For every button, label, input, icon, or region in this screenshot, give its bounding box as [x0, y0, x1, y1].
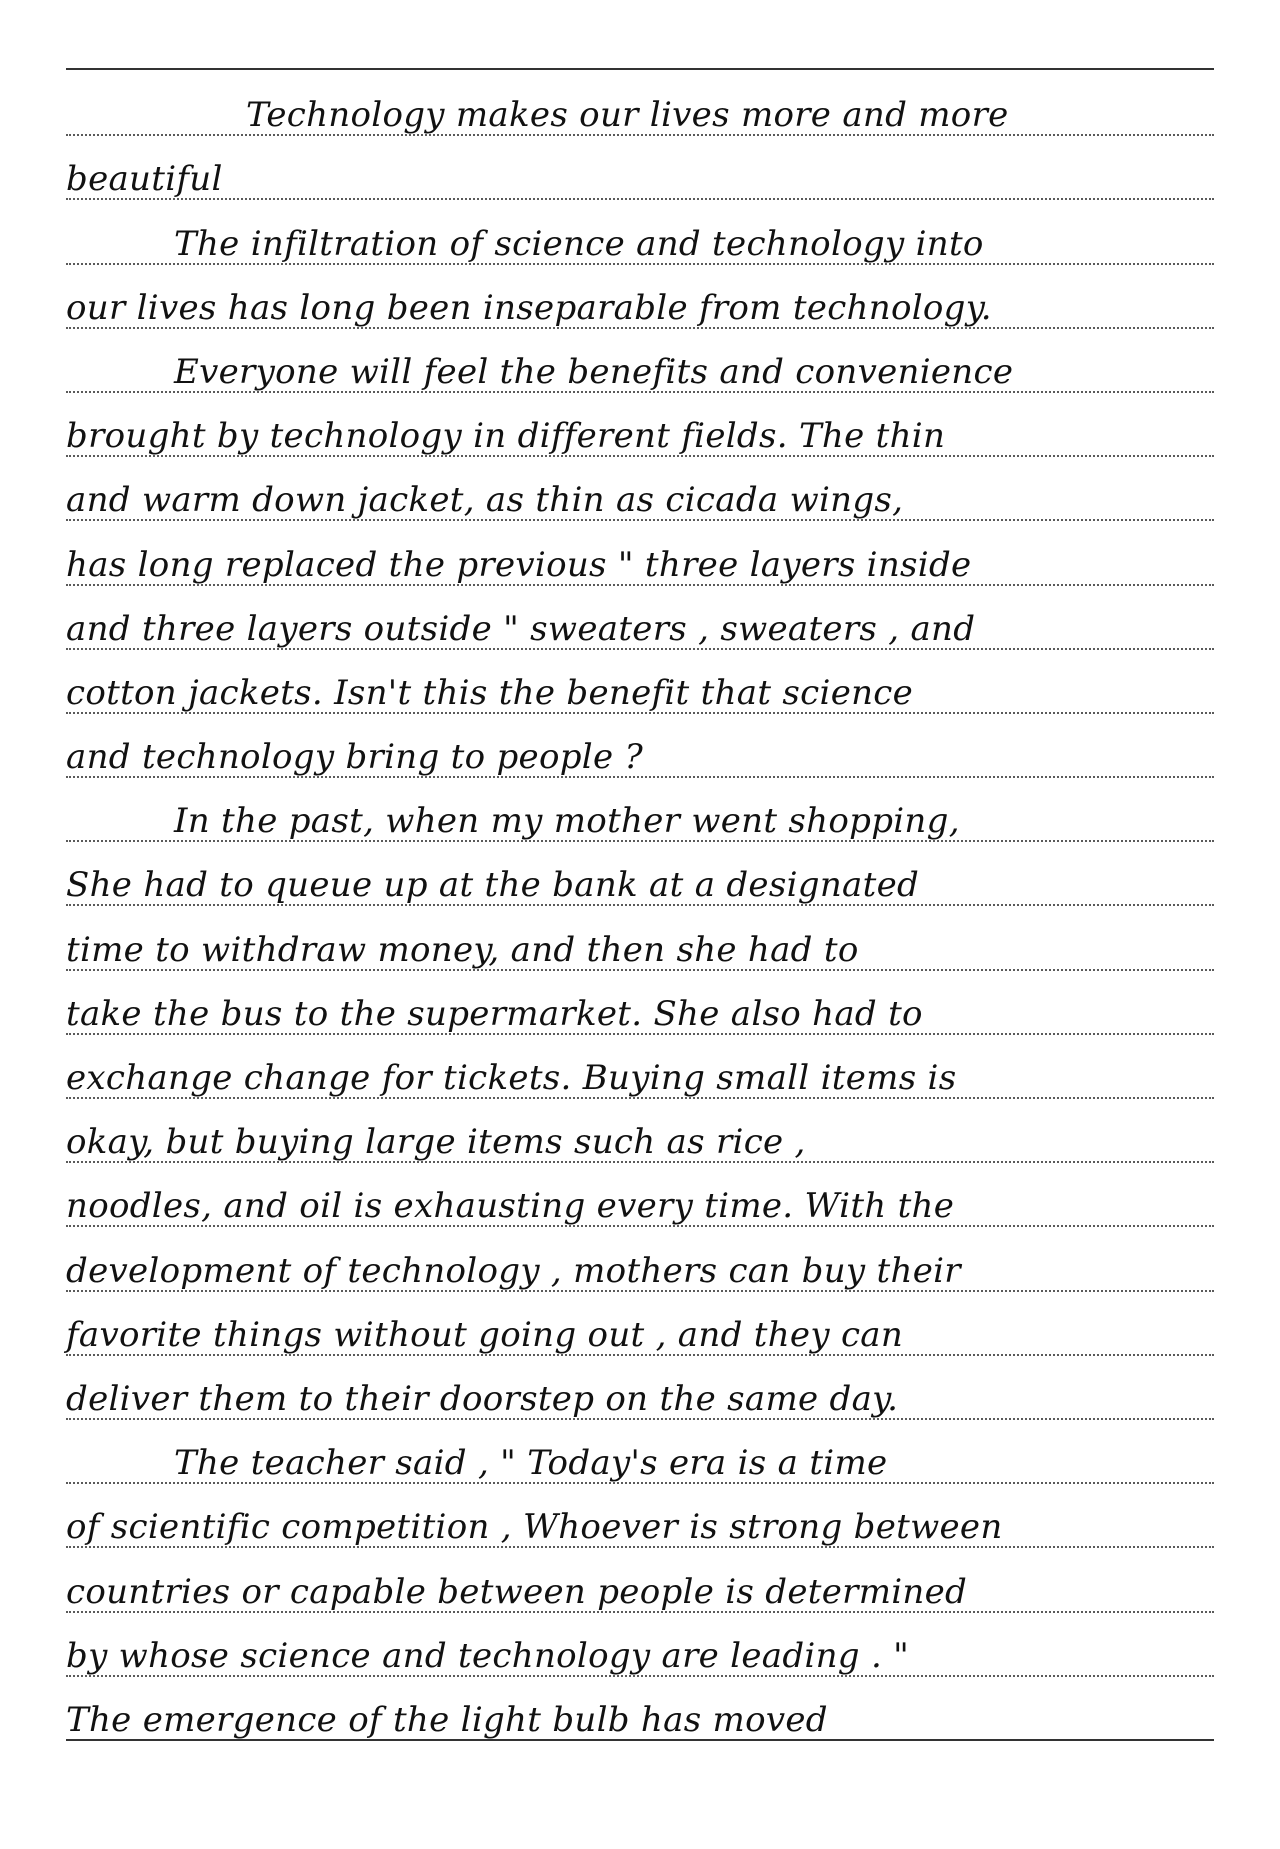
essay-line-text: development of technology , mothers can buy their: [66, 1250, 961, 1291]
essay-line: [66, 650, 1214, 714]
essay-line: [66, 1677, 1214, 1741]
essay-line: [66, 1163, 1214, 1227]
essay-line: [66, 265, 1214, 329]
essay-line-text: countries or capable between people is determined: [66, 1571, 968, 1612]
essay-line: [66, 200, 1214, 264]
essay-line-text: beautiful: [66, 159, 223, 200]
essay-line-text: cotton jackets. Isn't this the benefit that science: [66, 672, 914, 713]
essay-line: [66, 586, 1214, 650]
essay-line: [66, 1227, 1214, 1291]
essay-line-text: and technology bring to people ?: [66, 737, 644, 778]
essay-line-text: Technology makes our lives more and more: [246, 95, 1009, 136]
essay-line-text: Everyone will feel the benefits and convenience: [174, 351, 1014, 392]
top-rule: [66, 68, 1214, 70]
essay-line: [66, 1356, 1214, 1420]
essay-line-text: of scientific competition , Whoever is strong between: [66, 1507, 1003, 1548]
essay-line: [66, 136, 1214, 200]
essay-line: [66, 457, 1214, 521]
essay-line-text: and three layers outside " sweaters , sweaters , and: [66, 608, 976, 649]
essay-line-text: The infiltration of science and technology into: [174, 223, 984, 264]
essay-line: [66, 393, 1214, 457]
essay-line-text: The emergence of the light bulb has moved: [66, 1699, 828, 1740]
essay-line-text: In the past, when my mother went shopping,: [174, 801, 960, 842]
essay-line-text: by whose science and technology are leading . ": [66, 1635, 910, 1676]
essay-line: [66, 714, 1214, 778]
essay-line-text: okay, but buying large items such as rice ,: [66, 1122, 806, 1163]
essay-line: [66, 1484, 1214, 1548]
essay-line: [66, 1613, 1214, 1677]
essay-line-text: favorite things without going out , and they can: [66, 1314, 904, 1355]
essay-line: [66, 521, 1214, 585]
essay-line: [66, 842, 1214, 906]
essay-line: [66, 906, 1214, 970]
essay-line-text: exchange change for tickets. Buying small items is: [66, 1058, 957, 1098]
essay-line-text: deliver them to their doorstep on the same day.: [66, 1378, 899, 1419]
essay-line: [66, 1292, 1214, 1356]
essay-line: [66, 1420, 1214, 1484]
essay-line: [66, 329, 1214, 393]
essay-line-text: has long replaced the previous " three layers inside: [66, 544, 972, 585]
essay-line: [66, 1035, 1214, 1099]
essay-line-text: our lives has long been inseparable from technology.: [66, 287, 992, 328]
essay-line: [66, 1099, 1214, 1163]
essay-line-text: and warm down jacket, as thin as cicada wings,: [66, 480, 904, 521]
essay-line-text: The teacher said , " Today's era is a time: [174, 1443, 888, 1484]
essay-line: [66, 1548, 1214, 1612]
essay-line-text: take the bus to the supermarket. She also had to: [66, 993, 923, 1034]
essay-line-text: She had to queue up at the bank at a designated: [66, 865, 920, 906]
essay-line: [66, 72, 1214, 136]
handwritten-essay: [66, 72, 1214, 1741]
essay-line-text: brought by technology in different fields. The thin: [66, 416, 946, 457]
essay-line-text: time to withdraw money, and then she had to: [66, 929, 859, 970]
essay-line: [66, 971, 1214, 1035]
essay-line: [66, 778, 1214, 842]
essay-line-text: noodles, and oil is exhausting every time. With the: [66, 1186, 955, 1227]
